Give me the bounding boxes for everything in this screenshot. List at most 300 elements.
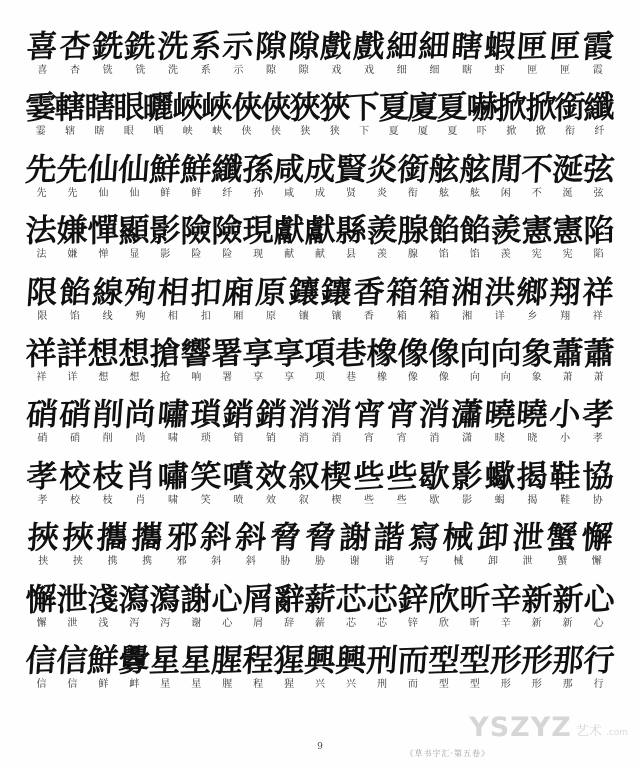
character-cell bbox=[181, 571, 212, 629]
cursive-character: 瞎 bbox=[450, 28, 484, 66]
character-cell bbox=[428, 571, 459, 629]
character-cell bbox=[199, 509, 234, 567]
character-cell bbox=[549, 18, 582, 76]
cursive-character: 效 bbox=[255, 457, 287, 496]
cursive-character: 霞 bbox=[580, 28, 615, 66]
print-character-label: 纤 bbox=[594, 126, 605, 138]
print-character-label: 馅 bbox=[469, 249, 480, 261]
print-character-label: 销 bbox=[266, 433, 277, 445]
cursive-character: 獻 bbox=[273, 212, 305, 251]
cursive-character: 不 bbox=[519, 151, 554, 189]
character-cell bbox=[255, 386, 288, 444]
character-cell bbox=[91, 448, 124, 506]
cursive-character: 星 bbox=[148, 642, 183, 680]
print-character-label: 厢 bbox=[233, 310, 244, 322]
character-cell bbox=[545, 509, 580, 567]
print-character-label: 新 bbox=[562, 617, 573, 629]
print-character-label: 馅 bbox=[438, 249, 449, 261]
print-character-label: 啸 bbox=[168, 494, 179, 506]
character-cell bbox=[320, 18, 353, 76]
print-character-label: 欣 bbox=[438, 617, 449, 629]
cursive-character: 隙 bbox=[286, 28, 321, 66]
character-cell bbox=[583, 325, 614, 383]
print-character-label: 芯 bbox=[376, 617, 387, 629]
cursive-character: 祥 bbox=[580, 274, 615, 312]
watermark-sub-text: 艺术 bbox=[575, 724, 602, 739]
character-cell bbox=[336, 632, 367, 690]
print-character-label: 辛 bbox=[500, 617, 511, 629]
character-cell bbox=[181, 141, 212, 199]
cursive-character: 宵 bbox=[352, 396, 386, 434]
print-character-label: 献 bbox=[284, 249, 295, 261]
print-character-label: 硝 bbox=[37, 433, 48, 445]
cursive-character: 杏 bbox=[58, 28, 92, 66]
print-character-label: 胁 bbox=[315, 556, 326, 568]
character-cell bbox=[483, 448, 516, 506]
print-character-label: 卸 bbox=[488, 556, 499, 568]
print-character-label: 消 bbox=[298, 433, 309, 445]
character-cell bbox=[353, 18, 386, 76]
character-cell bbox=[124, 386, 157, 444]
print-character-label: 谢 bbox=[191, 617, 202, 629]
character-cell bbox=[88, 571, 119, 629]
character-cell bbox=[59, 448, 92, 506]
print-character-label: 夏 bbox=[447, 126, 458, 138]
print-character-label: 行 bbox=[593, 678, 604, 690]
character-cell bbox=[459, 141, 490, 199]
print-character-label: 羡 bbox=[376, 249, 387, 261]
character-cell bbox=[555, 79, 584, 137]
cursive-character: 屑 bbox=[242, 580, 274, 619]
cursive-character: 瀟 bbox=[450, 396, 484, 434]
cursive-character: 那 bbox=[550, 642, 585, 680]
character-cell bbox=[451, 264, 484, 322]
cursive-character: 芯 bbox=[366, 580, 398, 619]
character-cell bbox=[57, 141, 88, 199]
cursive-character: 象 bbox=[521, 334, 553, 373]
print-character-label: 虾 bbox=[494, 65, 505, 76]
print-character-label: 心 bbox=[593, 617, 604, 629]
cursive-character: 狹 bbox=[289, 89, 321, 128]
cursive-character: 掀 bbox=[525, 89, 557, 128]
character-cell bbox=[428, 325, 459, 383]
cursive-character: 箱 bbox=[417, 274, 452, 312]
print-character-label: 响 bbox=[191, 371, 202, 383]
character-cell bbox=[212, 202, 243, 260]
cursive-character: 孝 bbox=[26, 457, 58, 496]
print-character-label: 些 bbox=[396, 494, 407, 506]
character-cell bbox=[336, 325, 367, 383]
character-cell bbox=[59, 264, 92, 322]
cursive-character: 消 bbox=[417, 396, 452, 434]
print-character-label: 晓 bbox=[494, 433, 505, 445]
character-cell bbox=[583, 141, 614, 199]
character-cell bbox=[583, 571, 614, 629]
print-character-label: 屑 bbox=[253, 617, 264, 629]
print-character-label: 斜 bbox=[245, 556, 256, 568]
character-cell bbox=[212, 325, 243, 383]
cursive-character: 笑 bbox=[190, 457, 222, 496]
character-cell bbox=[26, 386, 59, 444]
print-character-label: 橡 bbox=[376, 371, 387, 383]
print-character-label: 新 bbox=[531, 617, 542, 629]
cursive-character: 轄 bbox=[54, 89, 86, 128]
cursive-character: 向 bbox=[490, 334, 522, 373]
print-character-label: 匣 bbox=[560, 65, 571, 76]
character-cell bbox=[483, 264, 516, 322]
character-cell bbox=[212, 632, 243, 690]
print-character-label: 肖 bbox=[135, 494, 146, 506]
print-character-label: 向 bbox=[500, 371, 511, 383]
print-character-label: 兴 bbox=[315, 678, 326, 690]
print-character-label: 喜 bbox=[37, 65, 48, 76]
cursive-character: 脅 bbox=[303, 519, 337, 557]
print-character-label: 鲜 bbox=[98, 678, 109, 690]
character-cell bbox=[114, 79, 143, 137]
print-character-label: 削 bbox=[102, 433, 113, 445]
cursive-character: 興 bbox=[334, 642, 368, 680]
cursive-character: 憲 bbox=[521, 212, 553, 251]
print-character-label: 影 bbox=[160, 249, 171, 261]
cursive-character: 憲 bbox=[552, 212, 584, 251]
character-cell bbox=[418, 448, 451, 506]
cursive-character: 腥 bbox=[210, 642, 245, 680]
character-cell bbox=[305, 325, 336, 383]
print-character-label: 戏 bbox=[364, 65, 375, 76]
cursive-character: 想 bbox=[87, 334, 119, 373]
print-character-label: 先 bbox=[67, 187, 78, 199]
cursive-character: 信 bbox=[55, 642, 90, 680]
cursive-character: 瑣 bbox=[188, 396, 223, 434]
character-cell bbox=[124, 448, 157, 506]
cursive-character: 洗 bbox=[156, 28, 190, 66]
character-cell bbox=[91, 264, 124, 322]
character-cell bbox=[583, 202, 614, 260]
print-character-label: 蝎 bbox=[494, 494, 505, 506]
cursive-character: 孝 bbox=[580, 396, 615, 434]
cursive-character: 蝦 bbox=[482, 28, 517, 66]
character-cell bbox=[476, 509, 511, 567]
character-cell bbox=[150, 202, 181, 260]
character-cell bbox=[305, 141, 336, 199]
cursive-character: 辭 bbox=[273, 580, 305, 619]
print-character-label: 形 bbox=[531, 678, 542, 690]
character-cell bbox=[428, 141, 459, 199]
cursive-character: 銜 bbox=[554, 89, 586, 128]
character-cell bbox=[88, 141, 119, 199]
character-cell bbox=[303, 509, 338, 567]
character-cell bbox=[581, 386, 614, 444]
cursive-character: 尚 bbox=[123, 396, 158, 434]
print-character-label: 殉 bbox=[135, 310, 146, 322]
character-cell bbox=[552, 202, 583, 260]
character-cell bbox=[441, 509, 476, 567]
print-character-label: 写 bbox=[418, 556, 429, 568]
print-character-label: 掀 bbox=[506, 126, 517, 138]
print-character-label: 猩 bbox=[284, 678, 295, 690]
print-character-label: 戏 bbox=[331, 65, 342, 76]
character-cell bbox=[583, 632, 614, 690]
character-cell bbox=[222, 264, 255, 322]
print-character-label: 谢 bbox=[349, 556, 360, 568]
character-cell bbox=[26, 202, 57, 260]
cursive-character: 霎 bbox=[25, 89, 57, 128]
print-character-label: 胁 bbox=[280, 556, 291, 568]
character-cell bbox=[119, 632, 150, 690]
print-character-label: 涎 bbox=[562, 187, 573, 199]
character-cell bbox=[61, 509, 96, 567]
cursive-character: 峽 bbox=[201, 89, 233, 128]
character-cell bbox=[418, 264, 451, 322]
character-cell bbox=[26, 264, 59, 322]
print-character-label: 懈 bbox=[591, 556, 602, 568]
cursive-character: 舷 bbox=[458, 151, 492, 189]
print-character-label: 昕 bbox=[469, 617, 480, 629]
cursive-character: 巷 bbox=[335, 334, 367, 373]
character-cell bbox=[189, 18, 222, 76]
print-character-label: 宵 bbox=[364, 433, 375, 445]
cursive-character: 隙 bbox=[254, 28, 288, 66]
print-character-label: 系 bbox=[200, 65, 211, 76]
character-cell bbox=[291, 79, 320, 137]
character-cell bbox=[451, 18, 484, 76]
cursive-character: 戲 bbox=[319, 28, 354, 66]
character-cell bbox=[372, 509, 407, 567]
character-cell bbox=[585, 79, 614, 137]
cursive-character: 形 bbox=[519, 642, 554, 680]
print-character-label: 锌 bbox=[407, 617, 418, 629]
print-character-label: 惮 bbox=[98, 249, 109, 261]
print-character-label: 晓 bbox=[527, 433, 538, 445]
print-character-label: 嫌 bbox=[67, 249, 78, 261]
print-character-label: 谐 bbox=[384, 556, 395, 568]
print-character-label: 笑 bbox=[200, 494, 211, 506]
character-row bbox=[26, 509, 614, 567]
print-character-label: 原 bbox=[266, 310, 277, 322]
print-character-label: 潇 bbox=[462, 433, 473, 445]
cursive-character: 纖 bbox=[583, 89, 615, 128]
print-character-label: 楔 bbox=[331, 494, 342, 506]
character-cell bbox=[287, 448, 320, 506]
print-character-label: 鲜 bbox=[191, 187, 202, 199]
character-cell bbox=[243, 571, 274, 629]
cursive-character: 噴 bbox=[222, 457, 254, 496]
print-character-label: 刑 bbox=[376, 678, 387, 690]
character-cell bbox=[305, 632, 336, 690]
cursive-character: 湘 bbox=[450, 274, 484, 312]
cursive-character: 戲 bbox=[352, 28, 386, 66]
character-cell bbox=[353, 264, 386, 322]
cursive-character: 相 bbox=[156, 274, 190, 312]
character-cell bbox=[243, 202, 274, 260]
print-character-label: 吓 bbox=[476, 126, 487, 138]
print-character-label: 程 bbox=[253, 678, 264, 690]
character-row bbox=[26, 386, 614, 444]
cursive-character: 鮮 bbox=[148, 151, 183, 189]
cursive-character: 心 bbox=[211, 580, 243, 619]
cursive-character: 匣 bbox=[515, 28, 550, 66]
print-character-label: 咸 bbox=[284, 187, 295, 199]
cursive-character: 縣 bbox=[335, 212, 367, 251]
print-character-label: 小 bbox=[560, 433, 571, 445]
print-character-label: 洗 bbox=[168, 65, 179, 76]
print-character-label: 匣 bbox=[527, 65, 538, 76]
character-cell bbox=[26, 448, 59, 506]
character-cell bbox=[516, 264, 549, 322]
print-character-label: 狭 bbox=[300, 126, 311, 138]
cursive-character: 曬 bbox=[142, 89, 174, 128]
cursive-character: 程 bbox=[241, 642, 275, 680]
character-cell bbox=[385, 448, 418, 506]
cursive-character: 獻 bbox=[304, 212, 336, 251]
print-character-label: 鲜 bbox=[160, 187, 171, 199]
cursive-character: 薪 bbox=[304, 580, 336, 619]
cursive-character: 祥 bbox=[25, 334, 58, 373]
character-cell bbox=[366, 571, 397, 629]
cursive-character: 泄 bbox=[56, 580, 88, 619]
cursive-character: 喜 bbox=[25, 28, 60, 66]
print-character-label: 详 bbox=[494, 310, 505, 322]
character-cell bbox=[55, 79, 84, 137]
character-cell bbox=[521, 632, 552, 690]
print-character-label: 而 bbox=[407, 678, 418, 690]
print-character-label: 像 bbox=[438, 371, 449, 383]
print-character-label: 硝 bbox=[70, 433, 80, 445]
print-character-label: 辞 bbox=[284, 617, 295, 629]
print-character-label: 叙 bbox=[298, 494, 309, 506]
watermark bbox=[469, 712, 628, 743]
character-cell bbox=[490, 325, 521, 383]
cursive-character: 蠍 bbox=[484, 457, 516, 496]
cursive-character: 攜 bbox=[95, 519, 130, 557]
character-cell bbox=[57, 325, 88, 383]
character-cell bbox=[336, 202, 367, 260]
character-cell bbox=[26, 571, 57, 629]
character-cell bbox=[189, 386, 222, 444]
print-character-label: 衔 bbox=[407, 187, 418, 199]
print-character-label: 箱 bbox=[396, 310, 407, 322]
character-row bbox=[26, 325, 614, 383]
character-cell bbox=[438, 79, 467, 137]
character-cell bbox=[261, 79, 290, 137]
cursive-character: 箱 bbox=[384, 274, 419, 312]
character-row bbox=[26, 571, 614, 629]
cursive-character: 肖 bbox=[124, 457, 156, 496]
character-cell bbox=[189, 448, 222, 506]
character-cell bbox=[222, 386, 255, 444]
character-cell bbox=[397, 141, 428, 199]
print-character-label: 细 bbox=[429, 65, 440, 76]
print-character-label: 法 bbox=[36, 249, 47, 261]
cursive-character: 卸 bbox=[476, 519, 510, 557]
print-character-label: 校 bbox=[70, 494, 80, 506]
character-cell bbox=[549, 386, 582, 444]
cursive-character: 攜 bbox=[130, 519, 164, 557]
character-cell bbox=[95, 509, 130, 567]
character-cell bbox=[57, 571, 88, 629]
print-character-label: 峡 bbox=[182, 126, 193, 138]
print-character-label: 湘 bbox=[462, 310, 473, 322]
cursive-character: 廂 bbox=[221, 274, 256, 312]
cursive-character: 銑 bbox=[123, 28, 158, 66]
print-character-label: 享 bbox=[284, 371, 295, 383]
print-character-label: 协 bbox=[592, 494, 603, 506]
character-cell bbox=[366, 632, 397, 690]
character-cell bbox=[552, 632, 583, 690]
character-cell bbox=[164, 509, 199, 567]
character-cell bbox=[510, 509, 545, 567]
character-cell bbox=[26, 325, 57, 383]
print-character-label: 心 bbox=[222, 617, 233, 629]
character-cell bbox=[119, 141, 150, 199]
cursive-character: 蕭 bbox=[552, 334, 584, 373]
print-character-label: 厦 bbox=[417, 126, 428, 138]
print-character-label: 馅 bbox=[70, 310, 80, 322]
print-character-label: 现 bbox=[253, 249, 264, 261]
character-cell bbox=[234, 509, 269, 567]
cursive-character: 像 bbox=[428, 334, 460, 373]
character-cell bbox=[243, 325, 274, 383]
print-character-label: 星 bbox=[160, 678, 171, 690]
cursive-character: 嘯 bbox=[156, 396, 190, 434]
character-cell bbox=[451, 448, 484, 506]
cursive-character: 羨 bbox=[366, 212, 398, 251]
cursive-character: 小 bbox=[548, 396, 582, 434]
character-cell bbox=[26, 141, 57, 199]
character-cell bbox=[407, 509, 442, 567]
cursive-character: 仙 bbox=[117, 151, 152, 189]
character-cell bbox=[408, 79, 437, 137]
cursive-character: 型 bbox=[458, 642, 492, 680]
cursive-character: 鮮 bbox=[86, 642, 121, 680]
character-cell bbox=[305, 571, 336, 629]
print-character-label: 先 bbox=[36, 187, 47, 199]
character-cell bbox=[212, 141, 243, 199]
cursive-character: 鋅 bbox=[397, 580, 429, 619]
print-character-label: 扣 bbox=[200, 310, 211, 322]
print-character-label: 杏 bbox=[70, 65, 80, 76]
cursive-character: 芯 bbox=[335, 580, 367, 619]
print-character-label: 舷 bbox=[438, 187, 449, 199]
print-character-label: 镶 bbox=[298, 310, 309, 322]
cursive-character: 向 bbox=[459, 334, 491, 373]
print-character-label: 影 bbox=[462, 494, 473, 506]
character-cell bbox=[173, 79, 202, 137]
print-character-label: 象 bbox=[531, 371, 542, 383]
cursive-character: 餡 bbox=[58, 274, 92, 312]
cursive-character: 泄 bbox=[510, 519, 545, 557]
cursive-character: 嚇 bbox=[466, 89, 498, 128]
character-cell bbox=[320, 79, 349, 137]
character-cell bbox=[26, 79, 55, 137]
character-cell bbox=[255, 264, 288, 322]
print-character-label: 浅 bbox=[98, 617, 109, 629]
print-character-label: 孝 bbox=[37, 494, 48, 506]
print-character-label: 尚 bbox=[135, 433, 146, 445]
print-character-label: 腺 bbox=[407, 249, 418, 261]
print-character-label: 箱 bbox=[429, 310, 440, 322]
cursive-character: 嘯 bbox=[157, 457, 189, 496]
character-cell bbox=[274, 325, 305, 383]
cursive-character: 挾 bbox=[61, 519, 95, 557]
character-cell bbox=[428, 632, 459, 690]
print-character-label: 侠 bbox=[270, 126, 281, 138]
print-character-label: 那 bbox=[562, 678, 573, 690]
cursive-character: 謝 bbox=[180, 580, 212, 619]
character-row bbox=[26, 202, 614, 260]
character-cell bbox=[397, 632, 428, 690]
character-cell bbox=[459, 632, 490, 690]
